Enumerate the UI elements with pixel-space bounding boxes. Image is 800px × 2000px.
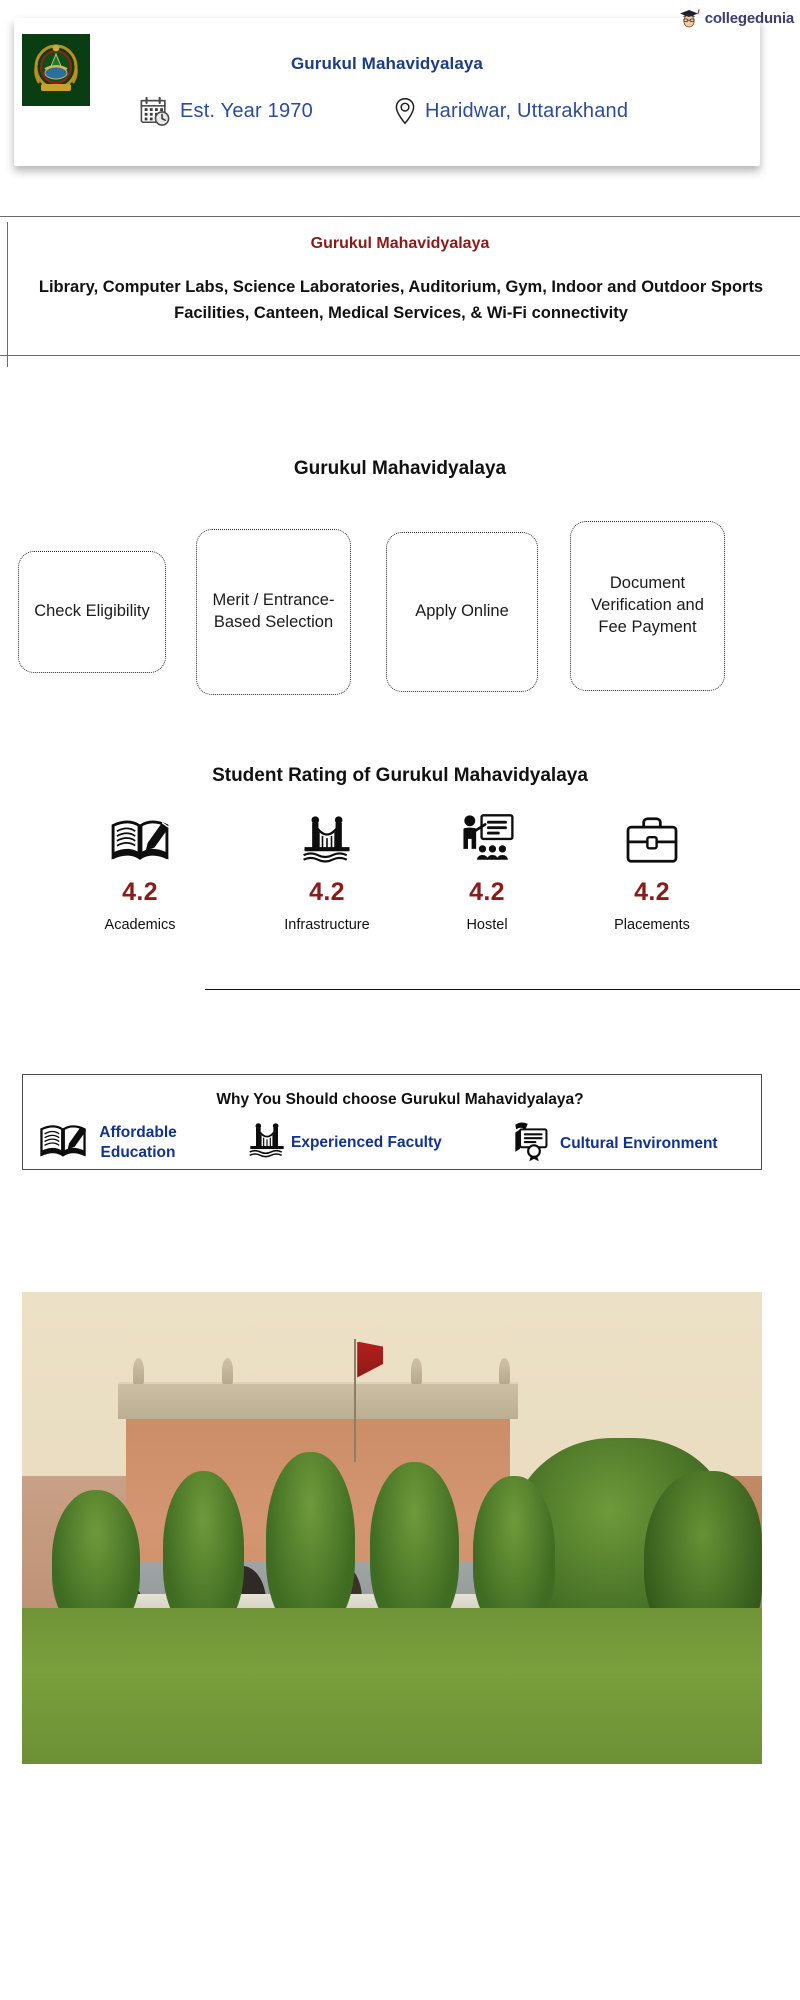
rating-item-placements [572, 808, 732, 933]
certificate-icon [512, 1120, 556, 1167]
photo-tree [370, 1462, 459, 1632]
rating-item-infrastructure [247, 808, 407, 933]
rating-label: Academics [104, 917, 176, 933]
facilities-divider-top [0, 216, 800, 217]
rating-item-hostel [407, 808, 567, 933]
photo-spire [133, 1358, 144, 1384]
photo-spire [499, 1358, 510, 1384]
facilities-text: Library, Computer Labs, Science Laboratories, Auditorium, Gym, Indoor and Outdoor Sports Facilities, Canteen, Medical Services, & Wi-Fi connectivity [38, 278, 764, 322]
facilities-title: Gurukul Mahavidyalaya [310, 235, 490, 252]
rating-label: Placements [614, 917, 690, 933]
college-emblem-icon [29, 41, 83, 99]
admission-process-title: Gurukul Mahavidyalaya [293, 458, 507, 479]
admission-step-card[interactable] [570, 521, 725, 691]
student-rating-title: Student Rating of Gurukul Mahavidyalaya [212, 765, 588, 786]
graduate-face-icon [677, 6, 701, 30]
photo-roof-balustrade [118, 1382, 518, 1419]
why-choose-item-experienced-faculty [247, 1120, 442, 1165]
photo-spire [411, 1358, 422, 1384]
photo-tree [266, 1452, 355, 1631]
why-choose-label: Cultural Environment [560, 1134, 718, 1152]
rating-label: Infrastructure [284, 917, 370, 933]
book-pencil-icon [38, 1120, 88, 1165]
why-choose-label: Affordable Education [99, 1124, 177, 1161]
rating-label: Hostel [466, 917, 508, 933]
watermark-brand: collegedunia [704, 9, 794, 27]
photo-flagpole [354, 1339, 356, 1462]
admission-step-label: Check Eligibility [34, 602, 150, 621]
admission-step-card[interactable] [386, 532, 538, 692]
collegedunia-watermark [677, 6, 794, 30]
facilities-divider-bottom [0, 355, 800, 356]
rating-score: 4.2 [122, 878, 158, 906]
student-rating-row [22, 808, 778, 988]
rating-score: 4.2 [634, 878, 670, 906]
briefcase-icon [572, 808, 732, 864]
map-pin-icon [394, 97, 416, 125]
why-choose-item-affordable-education [38, 1120, 184, 1165]
why-choose-label: Experienced Faculty [291, 1133, 442, 1151]
college-location-text: Haridwar, Uttarakhand [425, 99, 629, 122]
bridge-icon [247, 808, 407, 864]
why-choose-title: Why You Should choose Gurukul Mahavidyalaya? [216, 1091, 584, 1108]
rating-score: 4.2 [309, 878, 345, 906]
teacher-classroom-icon [407, 808, 567, 864]
page-title: Gurukul Mahavidyalaya [290, 54, 483, 73]
rating-score: 4.2 [469, 878, 505, 906]
bridge-icon [247, 1120, 287, 1165]
college-location [394, 97, 628, 125]
established-year-text: Est. Year 1970 [180, 99, 313, 122]
calendar-clock-icon [139, 96, 171, 126]
admission-step-label: Document Verification and Fee Payment [591, 574, 704, 636]
photo-lawn [22, 1608, 762, 1764]
admission-step-card[interactable] [18, 551, 166, 673]
admission-step-label: Merit / Entrance-Based Selection [212, 591, 335, 631]
why-choose-row [22, 1120, 762, 1168]
admission-step-card[interactable] [196, 529, 351, 695]
rating-item-academics [60, 808, 220, 933]
campus-photo [22, 1292, 762, 1764]
why-choose-item-cultural-environment [512, 1120, 718, 1167]
established-year [139, 96, 313, 126]
college-header-card [14, 18, 760, 166]
rating-underline [205, 989, 800, 990]
admission-step-label: Apply Online [415, 602, 509, 621]
book-pencil-icon [60, 808, 220, 864]
college-logo [22, 34, 90, 106]
admission-steps-row [14, 521, 786, 681]
photo-spire [222, 1358, 233, 1384]
